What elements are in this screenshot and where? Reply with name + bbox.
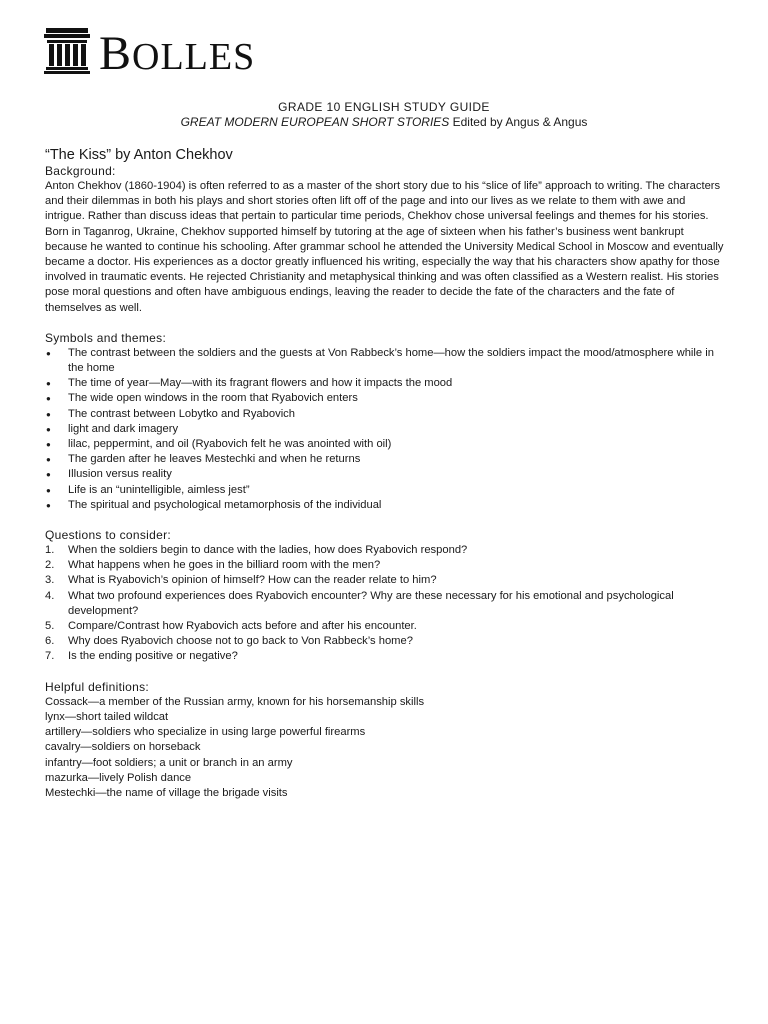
definition-item: mazurka—lively Polish dance bbox=[45, 771, 192, 784]
question-item bbox=[45, 649, 725, 664]
study-guide-body bbox=[45, 146, 725, 801]
symbols-list bbox=[45, 346, 725, 513]
definition-item: cavalry—soldiers on horseback bbox=[45, 741, 201, 754]
list-item: ● Illusion versus reality bbox=[45, 467, 725, 482]
question-text: What two profound experiences does Ryabovich encounter? Why are these necessary for his emotional and psychological development? bbox=[68, 589, 674, 617]
definition-item: infantry—foot soldiers; a unit or branch in an army bbox=[45, 756, 293, 769]
question-text: What is Ryabovich’s opinion of himself? How can the reader relate to him? bbox=[68, 574, 437, 587]
story-title: “The Kiss” by Anton Chekhov bbox=[45, 147, 233, 163]
symbols-heading: Symbols and themes: bbox=[45, 330, 167, 345]
definition-item: Mestechki—the name of village the brigade visits bbox=[45, 786, 288, 799]
columned-building-icon bbox=[43, 26, 91, 74]
list-item: ● lilac, peppermint, and oil (Ryabovich felt he was anointed with oil) bbox=[45, 437, 725, 452]
background-text: Anton Chekhov (1860-1904) is often referred to as a master of the short story due to his “slice of life” approach to writing. The characters and their dilemmas in both his plays and short stories often lift off of the page and into our lives as we relate to them with awe and intrigue. Rather than discuss ideas that pertain to particular time periods, Chekhov chose universal feelings and themes for his stories. Born in Taganrog, Ukraine, Chekhov supported himself by tutoring at the age of sixteen when his father’s business went bankrupt because he wanted to continue his schooling. After grammar school he attended the University Medical School in Moscow and eventually became a doctor. His experiences as a doctor greatly influenced his writing, especially the way that his characters show apathy for those involved in traumatic events. He rejected Christianity and metaphysical thinking and was often classified as a Western realist. His stories pose moral questions and often have ambiguous endings, leaving the reader to decide the fate of the characters and the fate of themselves as well. bbox=[45, 180, 724, 314]
question-item bbox=[45, 573, 725, 588]
list-item: ● The wide open windows in the room that Ryabovich enters bbox=[45, 391, 725, 406]
questions-heading: Questions to consider: bbox=[45, 528, 171, 543]
list-item: ● The spiritual and psychological metamorphosis of the individual bbox=[45, 498, 725, 513]
list-item: ● The contrast between Lobytko and Ryabovich bbox=[45, 407, 725, 422]
school-logo bbox=[43, 22, 256, 80]
question-text: Is the ending positive or negative? bbox=[68, 650, 238, 663]
list-item: ● light and dark imagery bbox=[45, 422, 725, 437]
question-item bbox=[45, 619, 725, 634]
list-item: ● The time of year—May—with its fragrant flowers and how it impacts the mood bbox=[45, 376, 725, 391]
book-line bbox=[0, 115, 768, 129]
question-item bbox=[45, 558, 725, 573]
question-number: 2. bbox=[45, 559, 55, 572]
question-number: 5. bbox=[45, 620, 55, 633]
question-text: What happens when he goes in the billiard room with the men? bbox=[68, 559, 381, 572]
question-number: 3. bbox=[45, 574, 55, 587]
definition-item: lynx—short tailed wildcat bbox=[45, 710, 169, 723]
question-number: 7. bbox=[45, 650, 55, 663]
book-editor: Edited by Angus & Angus bbox=[449, 115, 588, 129]
definition-item: artillery—soldiers who specialize in using large powerful firearms bbox=[45, 726, 366, 739]
question-number: 4. bbox=[45, 589, 55, 602]
guide-heading: GRADE 10 ENGLISH STUDY GUIDE bbox=[278, 100, 490, 114]
definitions-heading: Helpful definitions: bbox=[45, 679, 150, 694]
question-text: Why does Ryabovich choose not to go back to Von Rabbeck’s home? bbox=[68, 635, 413, 648]
background-heading: Background: bbox=[45, 164, 116, 178]
list-item: ● Life is an “unintelligible, aimless jest” bbox=[45, 483, 725, 498]
question-text: Compare/Contrast how Ryabovich acts before and after his encounter. bbox=[68, 620, 417, 633]
question-text: When the soldiers begin to dance with the ladies, how does Ryabovich respond? bbox=[68, 544, 468, 557]
list-item: ● The contrast between the soldiers and the guests at Von Rabbeck’s home—how the soldiers impact the mood/atmosphere while in the home bbox=[45, 346, 725, 376]
questions-list bbox=[45, 543, 725, 665]
definitions-list bbox=[45, 695, 725, 801]
book-title: GREAT MODERN EUROPEAN SHORT STORIES bbox=[180, 115, 450, 129]
list-item: ● The garden after he leaves Mestechki and when he returns bbox=[45, 452, 725, 467]
logo-wordmark: BOLLES bbox=[99, 27, 256, 80]
question-number: 1. bbox=[45, 544, 55, 557]
question-item bbox=[45, 543, 725, 558]
question-item bbox=[45, 634, 725, 649]
question-item bbox=[45, 589, 725, 619]
definition-item: Cossack—a member of the Russian army, known for his horsemanship skills bbox=[45, 695, 425, 708]
question-number: 6. bbox=[45, 635, 55, 648]
